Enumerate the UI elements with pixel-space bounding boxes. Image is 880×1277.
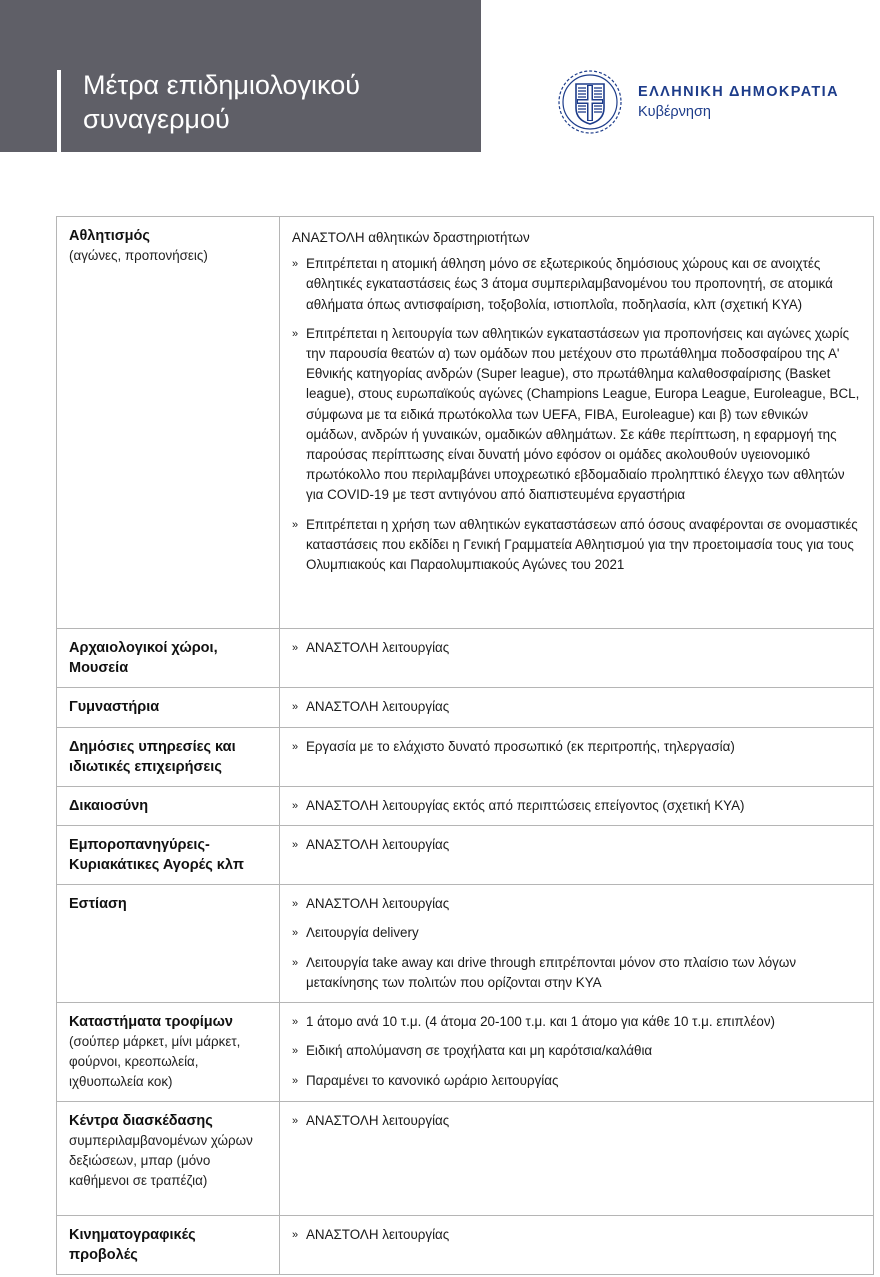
table-row (57, 629, 874, 688)
bullet-chevron-icon: » (292, 1074, 299, 1087)
measure-text: Λειτουργία delivery (306, 925, 419, 941)
bullet-chevron-icon: » (292, 741, 299, 753)
measures-table (56, 216, 874, 1275)
category-cell (57, 1216, 280, 1275)
category-title: Δικαιοσύνη (69, 798, 149, 814)
bullet-chevron-icon: » (292, 956, 299, 969)
measures-cell (280, 1216, 874, 1275)
category-subtitle: (σούπερ μάρκετ, μίνι μάρκετ, φούρνοι, κρεοπωλεία, ιχθυοπωλεία κοκ) (69, 1034, 241, 1090)
category-cell (57, 688, 280, 728)
table-row (57, 826, 874, 885)
page-title-line-1: Μέτρα επιδημιολογικού (83, 70, 360, 100)
bullet-chevron-icon: » (292, 327, 299, 340)
page-title (83, 68, 360, 136)
list-item (292, 894, 861, 914)
table-row (57, 217, 874, 629)
measure-text: ΑΝΑΣΤΟΛΗ λειτουργίας (306, 1113, 450, 1129)
measures-cell (280, 885, 874, 1003)
measure-text: Παραμένει το κανονικό ωράριο λειτουργίας (306, 1072, 559, 1088)
list-item (292, 1041, 861, 1061)
list-item (292, 638, 861, 658)
measure-text: Ειδική απολύμανση σε τροχήλατα και μη καρότσια/καλάθια (306, 1043, 653, 1059)
measures-cell (280, 217, 874, 629)
header-accent-bar (57, 70, 61, 152)
table-row (57, 787, 874, 826)
table-row (57, 1216, 874, 1275)
measures-cell (280, 688, 874, 728)
category-cell (57, 826, 280, 885)
category-title: Δημόσιες υπηρεσίες και ιδιωτικές επιχειρήσεις (69, 739, 236, 775)
logo-text (638, 83, 839, 122)
category-title: Αρχαιολογικοί χώροι, Μουσεία (69, 640, 218, 676)
measure-text: ΑΝΑΣΤΟΛΗ λειτουργίας (306, 699, 450, 714)
category-title: Αθλητισμός (69, 228, 150, 244)
list-item (292, 1225, 861, 1245)
page-title-line-2: συναγερμού (83, 104, 230, 134)
category-cell (57, 629, 280, 688)
list-item (292, 324, 861, 506)
list-item (292, 796, 861, 816)
bullet-chevron-icon: » (292, 898, 299, 911)
logo-subtitle: Κυβέρνηση (638, 103, 711, 120)
category-cell (57, 787, 280, 826)
category-subtitle: συμπεριλαμβανομένων χώρων δεξιώσεων, μπαρ (μόνο καθήμενοι σε τραπέζια) (69, 1133, 253, 1189)
category-subtitle: (αγώνες, προπονήσεις) (69, 248, 208, 263)
table-row (57, 688, 874, 728)
measure-text: ΑΝΑΣΤΟΛΗ λειτουργίας (306, 896, 450, 912)
list-item (292, 923, 861, 943)
list-item (292, 737, 861, 757)
greek-coat-of-arms-icon (556, 68, 624, 136)
list-item (292, 1111, 861, 1131)
table-row (57, 1003, 874, 1102)
category-cell (57, 885, 280, 1003)
table-row (57, 885, 874, 1003)
list-item (292, 697, 861, 717)
measure-text: Εργασία με το ελάχιστο δυνατό προσωπικό (εκ περιτροπής, τηλεργασία) (306, 739, 735, 754)
bullet-chevron-icon: » (292, 1016, 299, 1029)
header-panel (0, 0, 481, 152)
bullet-chevron-icon: » (292, 258, 299, 271)
category-cell (57, 217, 280, 629)
government-logo (556, 68, 839, 136)
bullet-chevron-icon: » (292, 1045, 299, 1058)
category-title: Κινηματογραφικές προβολές (69, 1227, 196, 1264)
bullet-chevron-icon: » (292, 800, 299, 812)
category-title: Γυμναστήρια (69, 699, 160, 715)
category-cell (57, 728, 280, 787)
measure-text: ΑΝΑΣΤΟΛΗ λειτουργίας (306, 1227, 450, 1243)
measures-cell (280, 1003, 874, 1102)
table-row (57, 728, 874, 787)
table-row (57, 1102, 874, 1216)
bullet-chevron-icon: » (292, 518, 299, 531)
measure-intro: ΑΝΑΣΤΟΛΗ αθλητικών δραστηριοτήτων (292, 230, 530, 245)
list-item (292, 254, 861, 315)
measure-text: Επιτρέπεται η ατομική άθληση μόνο σε εξωτερικούς δημόσιους χώρους και σε ανοιχτές αθλητικές εγκαταστάσεις έως 3 άτομα συμπεριλαμβανομένου του προπονητή, σε ατομικά αθλήματα όπως αντισφαίριση, τοξοβολία, ιστιοπλοΐα, ποδηλασία, κλπ (σχετική ΚΥΑ) (306, 256, 833, 312)
list-item (292, 953, 861, 993)
measure-text: ΑΝΑΣΤΟΛΗ λειτουργίας (306, 837, 450, 853)
bullet-chevron-icon: » (292, 701, 299, 713)
measure-text: ΑΝΑΣΤΟΛΗ λειτουργίας εκτός από περιπτώσεις επείγοντος (σχετική ΚΥΑ) (306, 798, 745, 813)
category-title: Κέντρα διασκέδασης (69, 1113, 213, 1130)
logo-title: ΕΛΛΗΝΙΚΗ ΔΗΜΟΚΡΑΤΙΑ (638, 83, 839, 100)
bullet-chevron-icon: » (292, 839, 299, 852)
measures-cell (280, 787, 874, 826)
list-item (292, 1071, 861, 1091)
measure-text: ΑΝΑΣΤΟΛΗ λειτουργίας (306, 640, 450, 655)
category-cell (57, 1102, 280, 1216)
measure-text: 1 άτομο ανά 10 τ.μ. (4 άτομα 20-100 τ.μ. και 1 άτομο για κάθε 10 τ.μ. επιπλέον) (306, 1014, 776, 1030)
list-item (292, 515, 861, 576)
measures-cell (280, 629, 874, 688)
bullet-chevron-icon: » (292, 1229, 299, 1242)
bullet-chevron-icon: » (292, 927, 299, 940)
category-title: Εστίαση (69, 896, 127, 913)
measure-text: Λειτουργία take away και drive through επιτρέπονται μόνον στο πλαίσιο των λόγων μετακίνησης των πολιτών που ορίζονται στην ΚΥΑ (306, 954, 797, 990)
list-item (292, 835, 861, 855)
category-title: Καταστήματα τροφίμων (69, 1014, 233, 1031)
list-item (292, 1012, 861, 1032)
bullet-chevron-icon: » (292, 1115, 299, 1128)
category-cell (57, 1003, 280, 1102)
category-title: Εμποροπανηγύρεις-Κυριακάτικες Αγορές κλπ (69, 837, 245, 874)
measures-cell (280, 826, 874, 885)
measure-text: Επιτρέπεται η χρήση των αθλητικών εγκαταστάσεων από όσους αναφέρονται σε ονομαστικές καταστάσεις που εκδίδει η Γενική Γραμματεία Αθλητισμού για την προετοιμασία τους για τους Ολυμπιακούς και Παραολυμπιακούς Αγώνες του 2021 (306, 516, 858, 573)
measures-cell (280, 1102, 874, 1216)
bullet-chevron-icon: » (292, 642, 299, 654)
measure-text: Επιτρέπεται η λειτουργία των αθλητικών εγκαταστάσεων για προπονήσεις και αγώνες χωρίς την παρουσία θεατών α) των ομάδων που μετέχουν στο πρωτάθλημα ποδοσφαίρου της Α' Εθνικής κατηγορίας ανδρών (Super league), στο πρωτάθλημα καλαθοσφαίρισης (Basket league), στους ευρωπαϊκούς αγώνες (Champions League, Europa League, Euroleague, BCL, σύμφωνα με τα ειδικά πρωτόκολλα των UEFA, FIBA, Euroleague) και β) των εθνικών ομάδων, ανδρών ή γυναικών, ομαδικών αθλημάτων. Σε κάθε περίπτωση, η εφαρμογή της παρούσας περίπτωσης είναι δυνατή μόνο εφόσον οι ομάδες ακολουθούν υγειονομικό πρωτόκολλο που περιλαμβάνει υποχρεωτικό εβδομαδιαίο προληπτικό έλεγχο των αθλητών για COVID-19 με τεστ αντιγόνου από διαπιστευμένα εργαστήρια (306, 325, 860, 503)
measures-cell (280, 728, 874, 787)
